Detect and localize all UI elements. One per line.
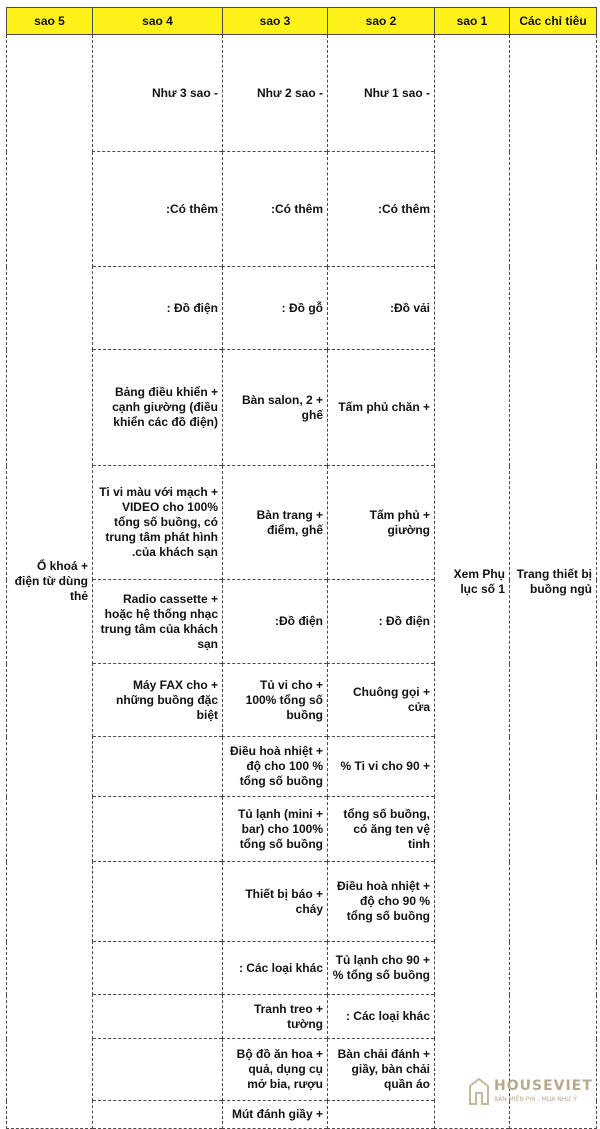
header-criteria: Các chỉ tiêu [510, 8, 597, 35]
star3-cell: + Tranh treo tường [223, 995, 328, 1039]
star3-cell: + Bàn trang điểm, ghế [223, 466, 328, 580]
criteria-cell: Trang thiết bị buồng ngủ [510, 35, 597, 1129]
star4-cell: + Máy FAX cho những buồng đặc biệt [93, 664, 223, 737]
star2-cell: Các loại khác : [328, 995, 435, 1039]
house-logo-icon [468, 1076, 490, 1106]
table-row [7, 35, 597, 152]
star3-cell: + Tủ lạnh (mini bar) cho 100% tổng số buồng [223, 797, 328, 862]
star2-cell: Đồ vải: [328, 267, 435, 350]
star3-cell: + Bàn salon, 2 ghế [223, 350, 328, 466]
star3-cell: Có thêm: [223, 152, 328, 267]
star3-cell: + Mút đánh giầy [223, 1101, 328, 1129]
star2-cell: Đồ điện : [328, 580, 435, 664]
star4-cell [93, 1039, 223, 1101]
star4-cell [93, 1101, 223, 1129]
header-3-star: 3 sao [223, 8, 328, 35]
header-2-star: 2 sao [328, 8, 435, 35]
star3-cell: Các loại khác : [223, 942, 328, 995]
star4-cell [93, 995, 223, 1039]
star4-cell: Đồ điện : [93, 267, 223, 350]
hotel-standards-table [6, 7, 597, 1129]
star3-cell: + Thiết bị báo cháy [223, 862, 328, 942]
star4-cell: + Ti vi màu với mạch VIDEO cho 100% tổng số buồng, có trung tâm phát hình của khách sạn. [93, 466, 223, 580]
houseviet-logo [468, 1074, 592, 1114]
logo-wordmark: HOUSEVIET [494, 1078, 593, 1094]
star2-cell [328, 1101, 435, 1129]
star3-cell: + Bộ đồ ăn hoa quả, dụng cụ mở bia, rượu [223, 1039, 328, 1101]
star3-cell: Đồ gỗ : [223, 267, 328, 350]
star2-cell: + Tấm phủ giường [328, 466, 435, 580]
star2-cell: + Bàn chải đánh giầy, bàn chải quần áo [328, 1039, 435, 1101]
star2-cell: - Như 1 sao [328, 35, 435, 152]
star4-cell [93, 862, 223, 942]
star2-cell: + Ti vi cho 90 % [328, 737, 435, 797]
star2-cell: + Chuông gọi cửa [328, 664, 435, 737]
star4-cell: - Như 3 sao [93, 35, 223, 152]
star4-cell: + Bảng điều khiển cạnh giường (điều khiển các đồ điện) [93, 350, 223, 466]
star4-cell [93, 942, 223, 995]
header-5-star: 5 sao [7, 8, 93, 35]
star2-cell: + Tủ lạnh cho 90 % tổng số buồng [328, 942, 435, 995]
star2-cell: Có thêm: [328, 152, 435, 267]
star3-cell: + Điều hoà nhiệt độ cho 100 % tổng số buồng [223, 737, 328, 797]
star3-cell: + Tủ vi cho 100% tổng số buồng [223, 664, 328, 737]
header-1-star: 1 sao [435, 8, 510, 35]
logo-tagline: BẢN MIỄN PHÍ - MUA NHƯ Ý [494, 1096, 577, 1103]
star3-cell: Đồ điện: [223, 580, 328, 664]
star4-cell: Có thêm: [93, 152, 223, 267]
header-4-star: 4 sao [93, 8, 223, 35]
star4-cell [93, 737, 223, 797]
star1-cell: Xem Phụ lục số 1 [435, 35, 510, 1129]
star2-cell: + Tấm phủ chăn [328, 350, 435, 466]
star4-cell: + Radio cassette hoặc hệ thống nhạc trung tâm của khách sạn [93, 580, 223, 664]
star4-cell [93, 797, 223, 862]
star2-cell: tổng số buồng, có ăng ten vệ tinh [328, 797, 435, 862]
star3-cell: - Như 2 sao [223, 35, 328, 152]
star2-cell: + Điều hoà nhiệt độ cho 90 % tổng số buồng [328, 862, 435, 942]
header-row [7, 8, 597, 35]
star5-cell: + Ổ khoá điện từ dùng thẻ [7, 35, 93, 1129]
